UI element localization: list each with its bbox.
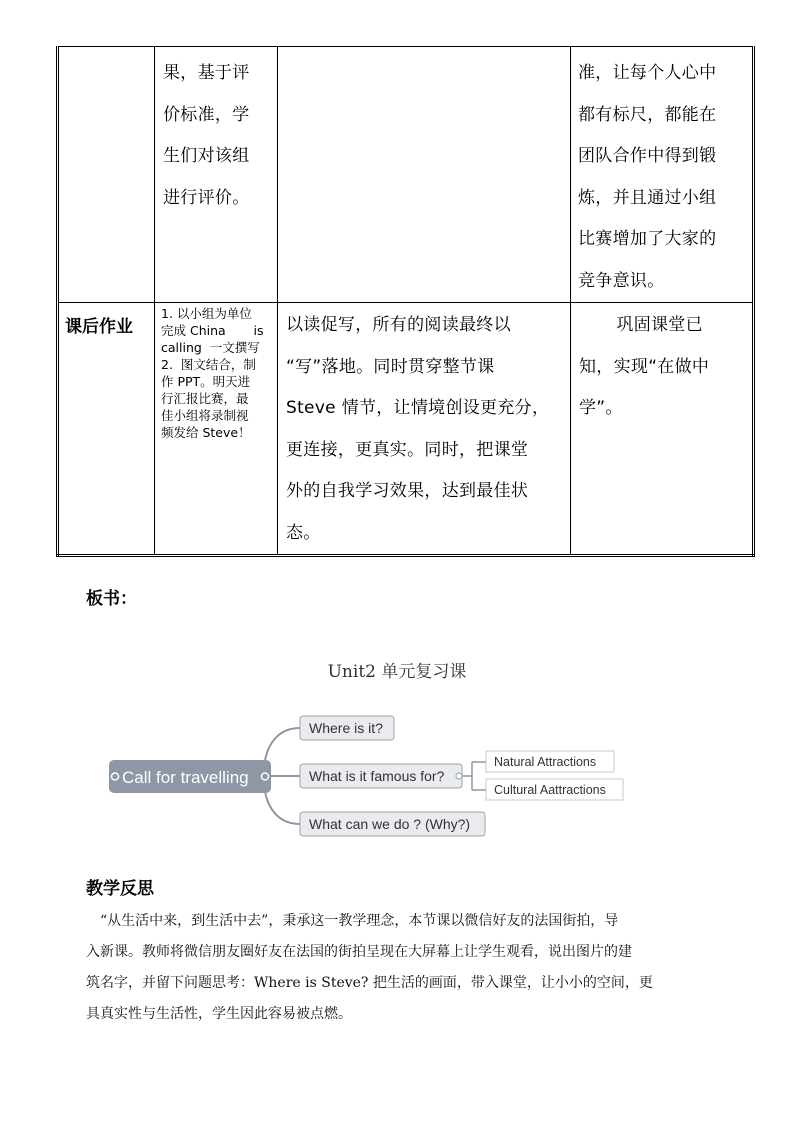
text-line: 外的自我学习效果，达到最佳状 — [286, 481, 529, 501]
text-line: 2. 图文结合，制 — [161, 357, 256, 372]
table-cell-design — [278, 303, 571, 556]
text-line: 团队合作中得到锻 — [578, 146, 717, 166]
text-line: 完成 China is — [161, 323, 264, 338]
table-cell-purpose — [571, 47, 754, 303]
table-cell-activity — [155, 303, 278, 556]
cell-text — [571, 47, 752, 302]
branch-label: What can we do ? (Why?) — [309, 816, 471, 832]
table-cell-design — [278, 47, 571, 303]
text-line: 频发给 Steve！ — [161, 425, 251, 440]
text-line: 比赛增加了大家的 — [578, 229, 717, 249]
connector-line — [462, 762, 486, 790]
text-line: 入新课。教师将微信朋友圈好友在法国的街拍呈现在大屏幕上让学生观看，说出图片的建 — [86, 944, 632, 960]
text-line: 态。 — [286, 522, 321, 543]
text-line: 作 PPT。明天进 — [161, 374, 251, 389]
mindmap-branch-node — [300, 764, 462, 788]
mindmap-branch-node — [300, 716, 394, 740]
text-line: 生们对该组 — [163, 146, 250, 166]
table-row — [58, 47, 754, 303]
text-line: 竞争意识。 — [578, 270, 665, 291]
cell-text — [155, 47, 277, 219]
text-line: 炼，并且通过小组 — [578, 187, 717, 208]
text-line: 进行评价。 — [163, 187, 250, 208]
text-line: Steve 情节，让情境创设更充分， — [286, 398, 550, 418]
text-line: 学”。 — [579, 398, 623, 418]
cell-text — [571, 303, 752, 430]
table-cell-empty — [58, 47, 155, 303]
text-line: 价标准，学 — [163, 104, 250, 125]
text-line: 都有标尺，都能在 — [578, 104, 717, 125]
reflection-label: 教学反思 — [86, 879, 154, 899]
branch-label: What is it famous for? — [309, 768, 445, 784]
text-line: 巩固课堂已 — [616, 315, 703, 335]
cell-text — [155, 303, 277, 441]
table-row — [58, 303, 754, 556]
text-line: 具真实性与生活性，学生因此容易被点燃。 — [86, 1006, 352, 1022]
mind-map — [0, 700, 794, 850]
text-line: 准，让每个人心中 — [578, 63, 717, 83]
cell-text — [278, 303, 570, 554]
text-line: calling 一文撰写 — [161, 340, 260, 355]
text-line: 行汇报比赛，最 — [161, 391, 249, 406]
root-label: Call for travelling — [122, 768, 249, 787]
mindmap-root-node — [109, 760, 271, 793]
lesson-table — [56, 46, 755, 557]
table-cell-activity — [155, 47, 278, 303]
table-cell-label — [58, 303, 155, 556]
text-line: “从生活中来，到生活中去”，秉承这一教学理念，本节课以微信好友的法国街拍，导 — [100, 913, 619, 929]
text-line: 1. 以小组为单位 — [161, 306, 252, 321]
branch-label: Where is it? — [309, 720, 383, 736]
text-line: 知，实现“在做中 — [579, 356, 710, 377]
leaf-label: Natural Attractions — [494, 755, 597, 769]
reflection-paragraph — [86, 906, 718, 1030]
text-line: 果，基于评 — [163, 63, 250, 83]
board-title: Unit2 单元复习课 — [327, 662, 467, 682]
leaf-label: Cultural Aattractions — [494, 783, 606, 797]
text-line: 佳小组将录制视 — [161, 408, 249, 423]
text-line: 筑名字，并留下问题思考：Where is Steve? 把生活的画面，带入课堂，让小小的空间，更 — [86, 975, 653, 991]
table-cell-purpose — [571, 303, 754, 556]
mindmap-leaf-node — [486, 779, 623, 800]
mindmap-branch-node — [300, 812, 485, 836]
mindmap-leaf-node — [486, 751, 614, 772]
row-label-homework: 课后作业 — [65, 317, 133, 337]
board-label: 板书： — [86, 589, 137, 609]
text-line: 更连接，更真实。同时，把课堂 — [286, 439, 529, 460]
text-line: “写”落地。同时贯穿整节课 — [286, 356, 495, 377]
text-line: 以读促写，所有的阅读最终以 — [286, 315, 511, 335]
